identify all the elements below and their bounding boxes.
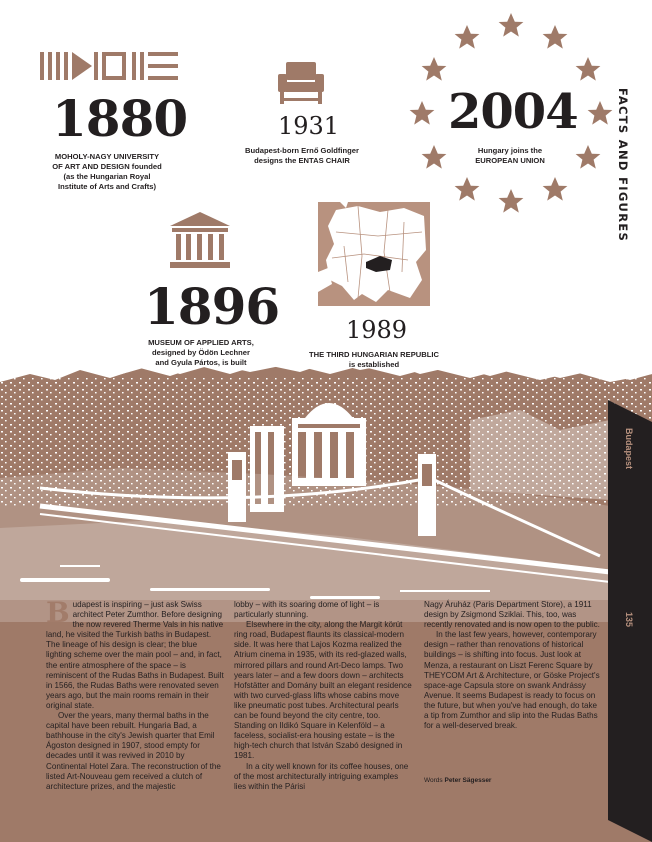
byline: [424, 777, 491, 784]
article-paragraph: Elsewhere in the city, along the Margit körút ring road, Budapest flaunts its classical-modern side. It was here that Lajos Kozma realized the Atrium cinema in 1935, with its red-glazed walls, mirrored pillars and round Art-Deco lamps. Two years later – and a few doors down – architects Hofstätter and Domány built an elegant residence with two curved-glass lifts whose cabins move like pneumatic post tubes. Architectural pearls can be found beyond the city centre, too. Standing on Ildikó Square in Kelenföld – a faceless, socialist-era housing estate – is the high-tech church that István Szabó designed in 1981.: [234, 620, 412, 761]
caption-line: is established: [348, 360, 400, 369]
article-paragraph: In a city well known for its coffee houses, one of the most architecturally intriguing examples lies within the Párisi: [234, 761, 409, 791]
article-column-1: [46, 596, 224, 792]
paragraph-text: udapest is inspiring – just ask Swiss architect Peter Zumthor. Before designing the now revered Therme Vals in his native land, he visited the Turkish baths in Budapest. The lineage of his design is clear; the blue lighting scheme over the main pool – and, in fact, the entire atmosphere of the space – is reminiscent of the Rudas Baths in Budapest. Built in 1566, the Rudas Baths were renovated seven years ago, but the main rooms remain in their original state.: [46, 600, 224, 710]
fact-caption-1989: [294, 350, 454, 370]
article-paragraph: In the last few years, however, contemporary design – rather than renovations of historical buildings – is shifting into focus. Just look at Menza, a restaurant on Liszt Ferenc Square by THEYCOM Art & Architecture, or Göske Project's space-age Capsula store on swank Andrássy Avenue. It seems Budapest is ready to focus on the future, but when you've had enough, do take a tip from Zumthor and slip into the Rudas Baths for a well-deserved break.: [424, 630, 600, 731]
tab-page-number: 135: [624, 612, 634, 628]
caption-line: MOHOLY-NAGY UNIVERSITY: [54, 152, 160, 161]
dropcap: B: [46, 596, 70, 629]
side-title-text: FACTS AND FIGURES: [616, 88, 630, 243]
armchair-icon: [278, 62, 324, 104]
article-paragraph: [46, 596, 224, 711]
caption-line: Hungary joins the: [477, 146, 543, 155]
article-paragraph: lobby – with its soaring dome of light – is particularly stunning.: [234, 600, 380, 620]
caption-line: designed by Ödön Lechner: [152, 348, 250, 357]
fact-year-1896: 1896: [144, 277, 280, 336]
caption-line: (as the Hungarian Royal: [63, 172, 151, 181]
fact-caption-1896: [126, 338, 276, 368]
caption-line: THE THIRD HUNGARIAN REPUBLIC: [309, 350, 439, 359]
caption-line: OF ART AND DESIGN founded: [52, 162, 162, 171]
article-column-3: [424, 600, 602, 731]
article-paragraph: Nagy Áruház (Paris Department Store), a 1911 design by Zsigmond Sziklai. This, too, was recently renovated and is now open to the public.: [424, 600, 600, 630]
byline-label: Words: [424, 777, 443, 784]
fact-year-2004: 2004: [448, 84, 578, 140]
fact-year-1931: 1931: [278, 112, 340, 140]
fact-caption-1880: [28, 152, 186, 192]
article-paragraph: Over the years, many thermal baths in the capital have been rebuilt. Hungaria Bad, a bathhouse in the city's Jewish quarter that Emil Ágoston designed in 1907, stood empty for decades until it was revived in 2010 by Continental Hotel Zara. The reconstruction of the listed Art-Nouveau gem received a clutch of architecture prizes, and the majestic: [46, 711, 221, 791]
fact-year-1880: 1880: [52, 89, 188, 148]
caption-line: EUROPEAN UNION: [475, 156, 545, 165]
europe-map-icon: [318, 202, 430, 306]
mome-logo-icon: [40, 52, 180, 80]
fact-caption-2004: [440, 146, 580, 166]
caption-line: and Gyula Pártos, is built: [155, 358, 247, 367]
fact-year-1989: 1989: [346, 316, 408, 344]
fact-caption-1931: [222, 146, 382, 166]
caption-line: Institute of Arts and Crafts): [57, 182, 157, 191]
caption-line: MUSEUM OF APPLIED ARTS,: [148, 338, 254, 347]
museum-icon: [170, 212, 230, 268]
caption-line: Budapest-born Ernő Goldfinger: [245, 146, 359, 155]
caption-line: designs the ENTAS CHAIR: [254, 156, 350, 165]
article-column-2: [234, 600, 412, 792]
byline-author: Peter Sägesser: [444, 777, 492, 784]
tab-section-label: Budapest: [624, 428, 634, 470]
